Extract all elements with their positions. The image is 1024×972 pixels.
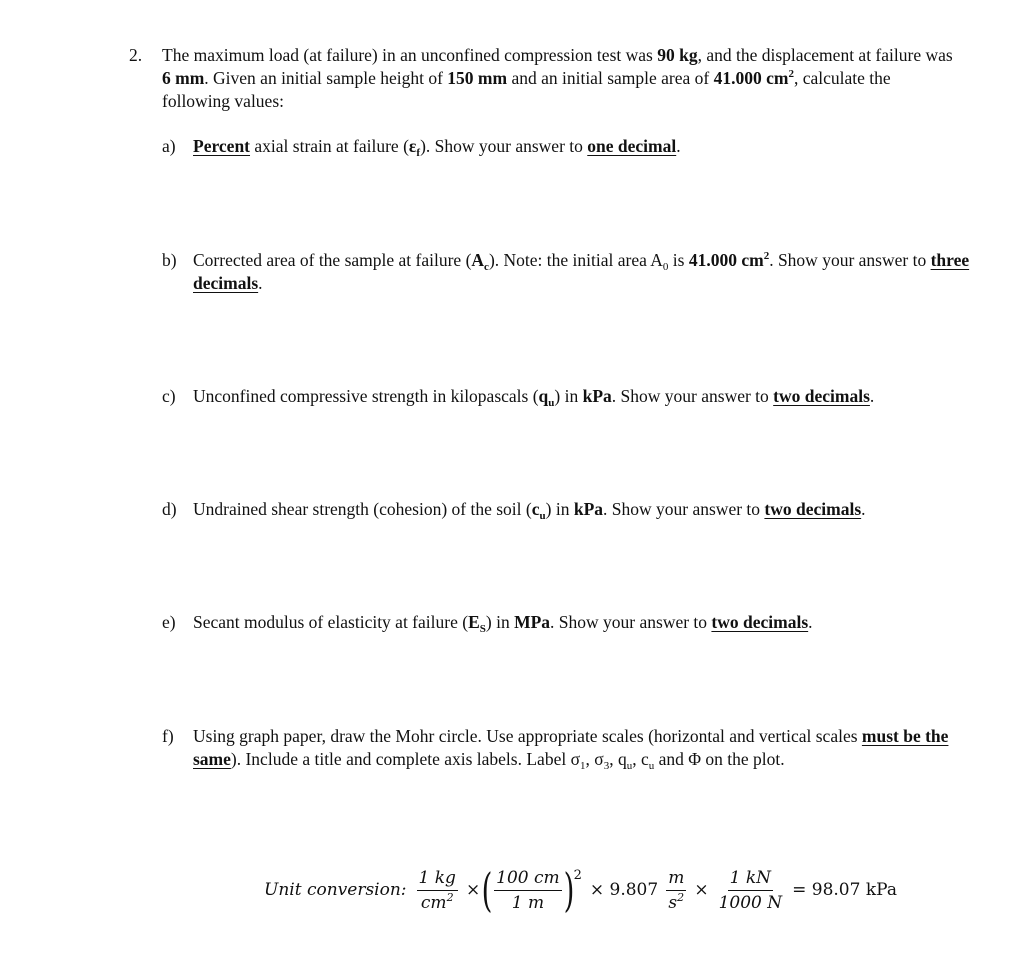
part-f-text: Using graph paper, draw the Mohr circle. Use appropriate scales (horizontal and vertical scales must be the same). Include a title and complete axis labels. Label $\sigma_1$, $\sigma_3$, $q_u$, $c_u$ and Φ on the plot. — [193, 726, 949, 772]
part-e-text: Secant modulus of elasticity at failure $(E_S)$ in MPa. Show your answer to two decimals. — [193, 612, 813, 635]
part-e-label: e) — [162, 612, 176, 632]
initial-height: 150 mm — [447, 68, 508, 88]
part-b-text: Corrected area of the sample at failure $(A_c)$. Note: the initial area $A_0$ is 41.000 $cm^2$. Show your answer to three decimals. — [193, 250, 970, 293]
gravity-factor: × 9.807 — [589, 879, 659, 900]
left-paren: ( — [481, 863, 493, 917]
part-b-label: b) — [162, 250, 177, 270]
power-exponent: 2 — [573, 868, 582, 883]
question-intro: The maximum load (at failure) in an unconfined compression test was 90 kg, and the displacement at failure was 6 mm. Given an initial sample height of 150 mm and an initial sample area of 41.000 $cm^2$, calculate the following values: — [162, 45, 953, 111]
unit-conversion-label: Unit conversion: — [264, 879, 407, 900]
part-f-label: f) — [162, 726, 174, 746]
displacement: 6 mm — [162, 68, 205, 88]
part-a-label: a) — [162, 136, 176, 156]
fraction-cm-per-m: $\frac{100 cm}{1 m}$ — [496, 867, 560, 913]
part-d-text: Undrained shear strength (cohesion) of the soil $(c_u)$ in kPa. Show your answer to two decimals. — [193, 499, 866, 522]
part-c-text: Unconfined compressive strength in kilopascals $(q_u)$ in kPa. Show your answer to two decimals. — [193, 386, 875, 409]
initial-area: 41.000 $cm^2$ — [713, 68, 794, 88]
fraction-kg-per-cm2: $\frac{1 kg}{cm^2}$ — [418, 867, 456, 913]
fraction-m-per-s2: $\frac{m}{s^2}$ — [668, 867, 685, 913]
part-a-text: Percent axial strain at failure $(\varepsilon_f)$. Show your answer to one decimal. — [193, 136, 681, 159]
max-load: 90 kg — [657, 45, 698, 65]
right-paren: ) — [563, 863, 575, 917]
unit-conversion-equation — [264, 858, 901, 922]
times-sign: × — [465, 879, 481, 900]
part-c-label: c) — [162, 386, 176, 406]
conversion-result: = 98.07 kPa — [792, 879, 897, 900]
question-number: 2. — [129, 45, 143, 65]
part-d-label: d) — [162, 499, 177, 519]
times-sign-2: × — [694, 879, 709, 900]
fraction-kn-per-n: $\frac{1 kN}{1000 N}$ — [718, 867, 783, 913]
